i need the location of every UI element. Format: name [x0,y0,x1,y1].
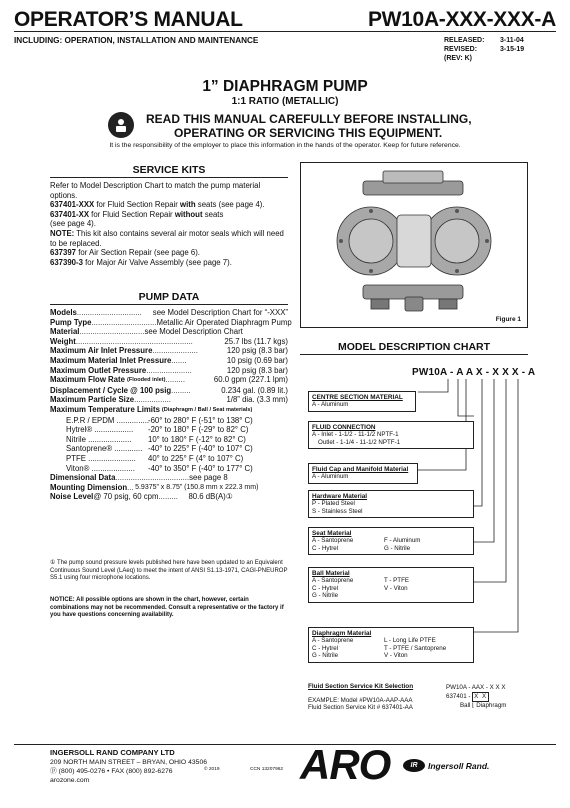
released-label: RELEASED: [444,37,485,44]
pd-weight: Weight ...................................................... 25.7 lbs (11.7 kgs) [50,336,288,346]
pump-data-table [50,308,292,502]
copyright: © 2019 [204,767,220,772]
temp-row: Santoprene® ............. -40° to 225° F (-40° to 107° C) [66,444,253,454]
service-kits-intro: Refer to Model Description Chart to match the pump material options. [50,181,261,200]
service-kit-diagram: PW10A - AAX - X X X 637401 - X X Ball ⌊ Diaphragm [446,684,507,709]
diaphragm-material-box: Diaphragm Material A - Santoprene L - Long Life PTFE C - Hytrel T - PTFE / Santoprene G - Nitrile V - Viton [308,627,474,663]
ingersoll-rand-icon: IR [403,759,425,772]
aro-logo: ARO [300,741,391,788]
service-kits-body: Refer to Model Description Chart to match the pump material options. 637401-XXX for Fluid Section Repair with seats (see page 4). 637401-XX for Fluid Section Repair without seats (see page 4). NOTE: This kit also contains several air motor seals which will need to be replaced. 637397 for Air Section Repair (see page 6). 637390-3 for Major Air Valve Assembly (see page 7). [50,181,288,267]
fluid-connection-box: FLUID CONNECTION A - Inlet - 1-1/2 - 11-1/2 NPTF-1 Outlet - 1-1/4 - 11-1/2 NPTF-1 [308,421,474,449]
kit-note: NOTE: This kit also contains several air motor seals which will need to be replaced. [50,228,284,248]
pump-figure [300,162,528,328]
revised-value: 3-15-19 [500,46,525,53]
pd-models: Models .............................. see Model Description Chart for “-XXX” [50,308,288,317]
pd-particle: Maximum Particle Size ................. 1/8” dia. (3.3 mm) [50,395,288,405]
service-kits-heading: SERVICE KITS [50,164,288,178]
pump-ratio: 1:1 RATIO (METALLIC) [231,96,339,107]
pd-flow: Maximum Flow Rate (Flooded inlet) ......... 60.0 gpm (227.1 lpm) [50,375,288,385]
pump-data-heading: PUMP DATA [50,291,288,305]
model-code: PW10A - A A X - X X X - A [412,367,536,378]
model-chart-heading: MODEL DESCRIPTION CHART [300,341,528,355]
temp-row: PTFE ...................... 40° to 225° F (4° to 107° C) [66,453,244,463]
manual-title: OPERATOR’S MANUAL [14,8,243,31]
release-info [444,36,524,63]
revision: (REV: K) [444,55,472,62]
pd-displacement: Displacement / Cycle @ 100 psig ......... 0.234 gal. (0.89 lit.) [50,385,288,395]
pd-temp: Maximum Temperature Limits (Diaphragm / Ball / Seat materials) [50,404,253,414]
responsibility-note: It is the responsibility of the employer to place this information in the hands of the operator. Keep for future reference. [109,142,461,149]
footer-divider [14,744,556,745]
seat-material-box: Seat Material A - Santoprene F - Aluminum C - Hytrel G - Nitrile [308,527,474,555]
kit-code-box: X X [474,693,488,700]
pd-mat-inlet: Maximum Material Inlet Pressure ....... 10 psig (0.69 bar) [50,355,288,365]
noise-footnote: ① The pump sound pressure levels published here have been updated to an Equivalent Continuous Sound Level (LAeq) to meet the intent of ANSI S1.13-1971, CAGI-PNEUROP S5.1 using four microphone locations. [50,560,288,582]
model-number: PW10A-XXX-XXX-A [367,8,556,31]
website-link[interactable]: arozone.com [50,777,90,784]
pump-illustration [301,163,527,327]
revised-label: REVISED: [444,46,478,53]
centre-section-box: CENTRE SECTION MATERIAL A - Aluminum [308,391,416,412]
manual-subtitle: INCLUDING: OPERATION, INSTALLATION AND MAINTENANCE [14,36,259,45]
warning-line-1: READ THIS MANUAL CAREFULLY BEFORE INSTALLING, [146,112,472,126]
availability-notice: NOTICE: All possible options are shown in the chart, however, certain combinations may not be recommended. Consult a representative or the factory if you have questions concerning availability. [50,597,284,619]
pd-type: Pump Type .............................. Metallic Air Operated Diaphragm Pump [50,317,292,327]
company-address: 209 NORTH MAIN STREET – BRYAN, OHIO 43506 ⓟ (800) 495-0276 • FAX (800) 892-6276 arozone.com [50,759,208,784]
ingersoll-rand-wordmark: Ingersoll Rand. [428,761,490,771]
kit-4: 637390-3 for Major Air Valve Assembly (see page 7). [50,257,232,267]
kit-3: 637397 for Air Section Repair (see page 6). [50,248,200,258]
pd-material: Material .............................. see Model Description Chart [50,327,243,337]
pump-title: 1” DIAPHRAGM PUMP [202,78,368,95]
pd-noise: Noise Level @ 70 psig, 60 cpm ......... 80.6 dB(A)① [50,492,233,502]
released-value: 3-11-04 [500,37,524,44]
fluid-cap-box: Fluid Cap and Manifold Material A - Aluminum [308,463,418,484]
pd-dimensional: Dimensional Data .................................. see page 8 [50,473,228,483]
pd-mounting: Mounting Dimension ... 5.9375” x 8.75” (150.8 mm x 222.3 mm) [50,482,259,492]
service-kit-selection: Fluid Section Service Kit Selection EXAMPLE: Model #PW10A-AAP-AAA Fluid Section Service Kit # 637401-AA [308,683,414,712]
temp-row: E.P.R / EPDM ............... -60° to 280° F (-51° to 138° C) [66,415,253,425]
warning-line-2: OPERATING OR SERVICING THIS EQUIPMENT. [174,126,443,140]
temp-row: Hytrel® .................. -20° to 180° F (-29° to 82° C) [66,425,249,435]
kit-1: 637401-XXX for Fluid Section Repair with seats (see page 4). [50,200,265,210]
company-name: INGERSOLL RAND COMPANY LTD [50,748,175,757]
pd-air-inlet: Maximum Air Inlet Pressure ..................... 120 psig (8.3 bar) [50,346,288,356]
temp-row: Viton® .................... -40° to 350° F (-40° to 177° C) [66,463,253,473]
read-manual-icon [108,112,134,138]
temp-row: Nitrile .................... 10° to 180° F (-12° to 82° C) [66,434,246,444]
pd-outlet: Maximum Outlet Pressure ..................... 120 psig (8.3 bar) [50,365,288,375]
hardware-box: Hardware Material P - Plated Steel S - Stainless Steel [308,490,474,518]
kit-2: 637401-XX for Fluid Section Repair without seats [50,209,224,219]
header-divider [14,31,556,32]
ball-material-box: Ball Material A - Santoprene T - PTFE C - Hytrel V - Viton G - Nitrile [308,567,474,603]
figure-caption: Figure 1 [495,316,521,323]
ccn-number: CCN 13207962 [250,767,284,772]
